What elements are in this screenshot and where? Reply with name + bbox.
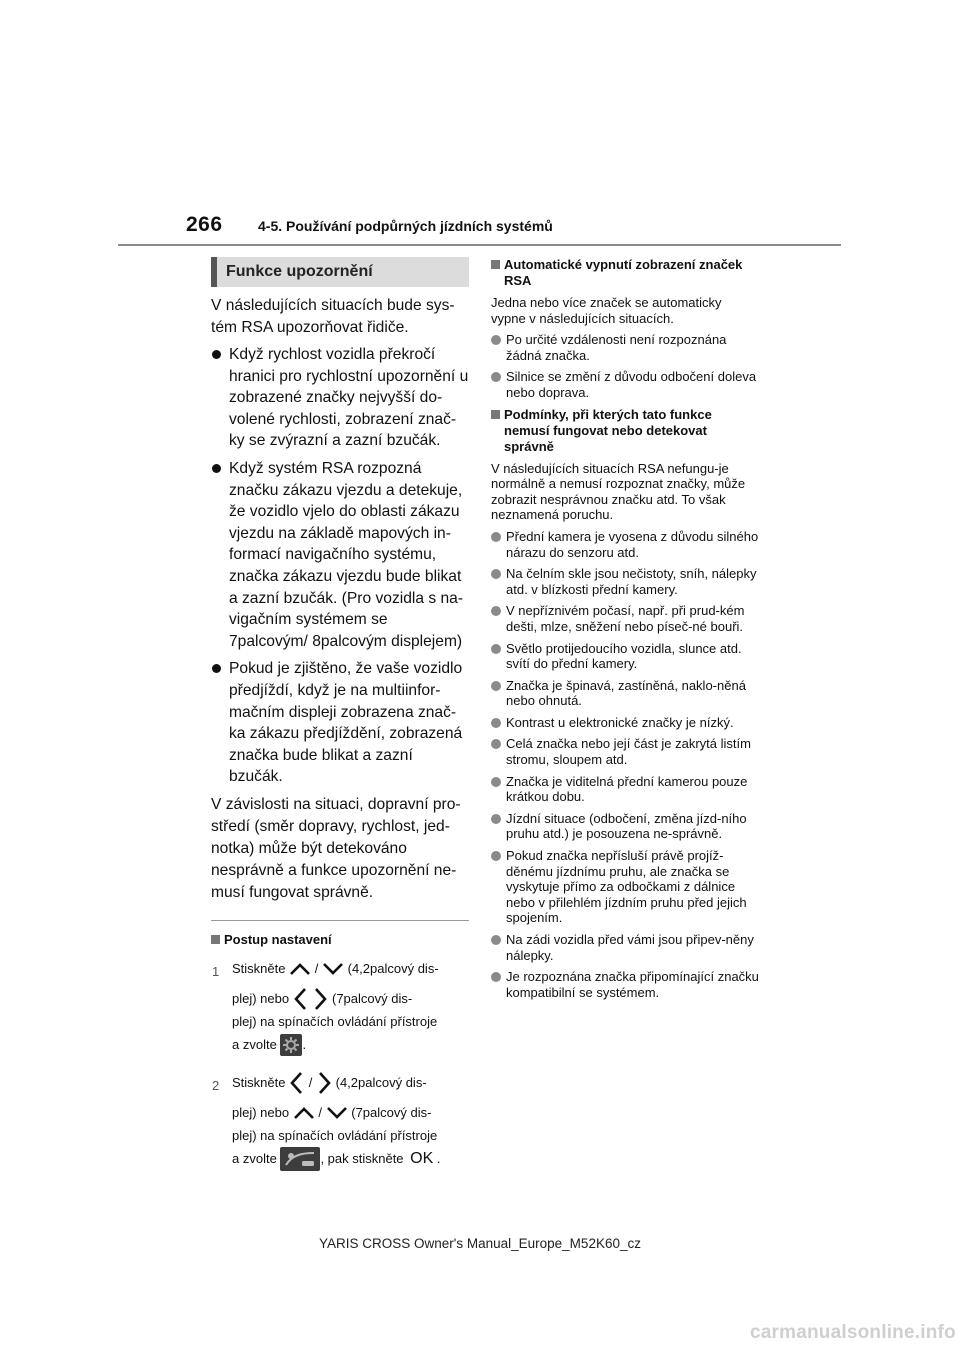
section-title: Funkce upozornění xyxy=(211,257,469,287)
right-column xyxy=(491,257,759,1006)
square-bullet-icon xyxy=(491,410,500,419)
chapter-title: 4-5. Používání podpůrných jízdních systémů xyxy=(258,218,553,234)
list-item: Pokud je zjištěno, že vaše vozidlo předjíždí, když je na multiinfor-mačním displeji zobrazena znač-ka zákazu předjíždění, zobrazená značka bude blikat a zazní bzučák. xyxy=(211,658,469,788)
footer-manual-id: YARIS CROSS Owner's Manual_Europe_M52K60_cz xyxy=(319,1236,641,1251)
auto-off-list xyxy=(491,332,759,400)
bullet-icon xyxy=(212,664,221,673)
page-number: 266 xyxy=(186,213,223,236)
auto-off-heading: Automatické vypnutí zobrazení značek RSA xyxy=(491,257,759,289)
procedure-steps xyxy=(211,954,469,1174)
list-item: Přední kamera je vyosena z důvodu silného nárazu do senzoru atd. xyxy=(491,529,759,560)
list-item: Je rozpoznána značka připomínající značku kompatibilní se systémem. xyxy=(491,969,759,1000)
conditions-heading: Podmínky, při kterých tato funkce nemusí fungovat nebo detekovat správně xyxy=(491,407,759,455)
square-bullet-icon xyxy=(491,260,500,269)
chevron-left-icon xyxy=(293,987,309,1011)
outro-paragraph: V závislosti na situaci, dopravní pro-středí (směr dopravy, rychlost, jed-notka) může být detekováno nesprávně a funkce upozornění ne-musí fungovat správně. xyxy=(211,795,461,901)
conditions-list xyxy=(491,529,759,1000)
chevron-left-icon xyxy=(289,1071,305,1095)
list-item: Silnice se změní z důvodu odbočení doleva nebo doprava. xyxy=(491,369,759,400)
square-bullet-icon xyxy=(211,935,220,944)
bullet-icon xyxy=(491,681,501,691)
bullet-icon xyxy=(491,644,501,654)
bullet-icon xyxy=(491,814,501,824)
chevron-down-icon xyxy=(322,962,344,976)
chevron-up-icon xyxy=(289,962,311,976)
warning-bullet-list xyxy=(211,344,469,788)
bullet-icon xyxy=(491,718,501,728)
list-item: Pokud značka nepřísluší právě projíž-děnému jízdnímu pruhu, ale značka se vyskytuje přímo za odbočkami z dálnice nebo v přilehlém jízdním pruhu před jejich spojením. xyxy=(491,848,759,926)
bullet-icon xyxy=(212,464,221,473)
header-divider xyxy=(118,244,841,246)
step-number: 1 xyxy=(212,963,220,979)
bullet-icon xyxy=(491,851,501,861)
bullet-icon xyxy=(491,569,501,579)
conditions-intro: V následujících situacích RSA nefungu-je normálně a nemusí rozpoznat značky, může zobrazit nesprávnou značku atd. To však neznamená poruchu. xyxy=(491,460,746,523)
bullet-icon xyxy=(491,335,501,345)
step-number: 2 xyxy=(212,1077,220,1093)
bullet-icon xyxy=(212,350,221,359)
list-item: Značka je viditelná přední kamerou pouze krátkou dobu. xyxy=(491,774,759,805)
ok-button-icon: OK xyxy=(410,1149,434,1167)
bullet-icon xyxy=(491,606,501,616)
list-item: Když systém RSA rozpozná značku zákazu vjezdu a detekuje, že vozidlo vjelo do oblasti zákazu vjezdu na základě mapových in-formací navigačního systému, značka zákazu vjezdu bude blikat a zazní bzučák. (Pro vozidla s na-vigačním systémem se 7palcovým/ 8palcovým displejem) xyxy=(211,458,469,652)
bullet-icon xyxy=(491,935,501,945)
left-column xyxy=(211,257,469,1182)
step-1: 1 Stiskněte / (4,2palcový dis- plej) nebo (7palcový dis- plej) na spínačích ovládání přístroje a zvolte . xyxy=(211,954,469,1060)
list-item: Na čelním skle jsou nečistoty, sníh, nálepky atd. v blízkosti přední kamery. xyxy=(491,566,759,597)
procedure-heading: Postup nastavení xyxy=(211,931,469,948)
chevron-right-icon xyxy=(312,987,328,1011)
step-2: 2 Stiskněte / (4,2palcový dis- plej) nebo / (7palcový dis- plej) na spínačích ovládání přístroje a zvolte , pak stiskněte OK . xyxy=(211,1068,469,1174)
list-item: Když rychlost vozidla překročí hranici pro rychlostní upozornění u zobrazené značky nejvyšší do-volené rychlosti, zobrazení znač-ky se zvýrazní a zazní bzučák. xyxy=(211,344,469,452)
auto-off-intro: Jedna nebo více značek se automaticky vypne v následujících situacích. xyxy=(491,295,722,326)
chevron-up-icon xyxy=(293,1106,315,1120)
intro-paragraph: V následujících situacích bude sys-tém RSA upozorňovat řidiče. xyxy=(211,297,455,336)
bullet-icon xyxy=(491,972,501,982)
bullet-icon xyxy=(491,532,501,542)
chevron-right-icon xyxy=(316,1071,332,1095)
list-item: Kontrast u elektronické značky je nízký. xyxy=(491,715,759,731)
bullet-icon xyxy=(491,777,501,787)
list-item: V nepříznivém počasí, např. při prud-kém dešti, mlze, sněžení nebo píseč-né bouři. xyxy=(491,603,759,634)
bullet-icon xyxy=(491,739,501,749)
list-item: Celá značka nebo její část je zakrytá listím stromu, sloupem atd. xyxy=(491,736,759,767)
bullet-icon xyxy=(491,372,501,382)
road-sign-assist-icon xyxy=(280,1147,320,1171)
list-item: Značka je špinavá, zastíněná, naklo-něná nebo ohnutá. xyxy=(491,678,759,709)
watermark: carmanualsonline.info xyxy=(750,1322,956,1343)
chevron-down-icon xyxy=(326,1106,348,1120)
settings-gear-icon xyxy=(280,1034,302,1056)
list-item: Jízdní situace (odbočení, změna jízd-ního pruhu atd.) je posouzena ne-správně. xyxy=(491,811,759,842)
divider xyxy=(211,920,469,921)
list-item: Na zádi vozidla před vámi jsou připev-něny nálepky. xyxy=(491,932,759,963)
list-item: Po určité vzdálenosti není rozpoznána žádná značka. xyxy=(491,332,759,363)
list-item: Světlo protijedoucího vozidla, slunce atd. svítí do přední kamery. xyxy=(491,641,759,672)
